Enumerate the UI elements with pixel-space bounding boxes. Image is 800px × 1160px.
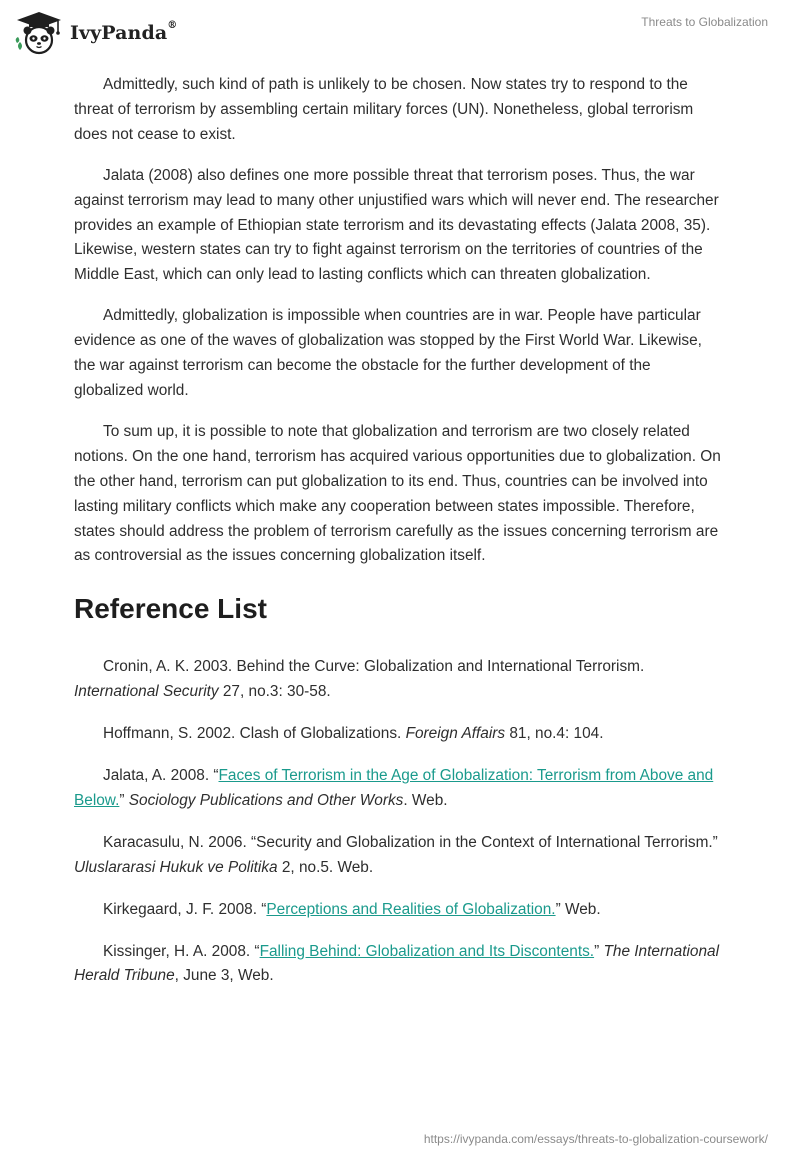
reference-details: , June 3, Web. [174,967,274,985]
reference-list-heading: Reference List [74,593,267,625]
reference-text: Kissinger, H. A. 2008. “ [103,942,260,960]
brand-name-text: IvyPanda [70,22,168,44]
registered-mark: ® [167,20,178,31]
reference-details: 27, no.3: 30-58. [218,683,331,701]
body-paragraph: To sum up, it is possible to note that globalization and terrorism are two closely related notions. On the one hand, terrorism has acquired various opportunities due to globalization. On the other hand, terrorism can put globalization to its end. Thus, countries can be involved into lasting military conflicts which make any cooperation between states impossible. Therefore, states should address the problem of terrorism carefully as the issues concerning terrorism are as controversial as the issues concerning globalization itself. [74,422,721,565]
reference-text: Karacasulu, N. 2006. “Security and Globalization in the Context of International Terrorism.” [103,833,718,851]
reference-item [74,940,724,990]
footer-url[interactable]: https://ivypanda.com/essays/threats-to-globalization-coursework/ [423,1132,768,1146]
reference-text: Cronin, A. K. 2003. Behind the Curve: Globalization and International Terrorism. [103,658,645,676]
reference-item [74,898,724,923]
reference-details: 2, no.5. Web. [277,858,374,876]
reference-source: Uluslararasi Hukuk ve Politika [74,858,278,876]
body-paragraph: Admittedly, globalization is impossible when countries are in war. People have particular evidence as one of the waves of globalization was stopped by the First World War. Likewise, the war against terrorism can become the obstacle for the further development of the globalized world. [74,307,702,399]
running-title: Threats to Globalization [641,15,768,29]
reference-item [74,764,724,814]
reference-link[interactable]: Falling Behind: Globalization and Its Discontents. [259,942,595,960]
ivypanda-logo[interactable] [14,10,177,56]
reference-text: Hoffmann, S. 2002. Clash of Globalizations. [103,725,406,743]
reference-quote-close: ” [594,942,604,960]
reference-details: . Web. [403,791,448,809]
essay-content [74,73,724,1006]
reference-source: The International Herald Tribune [74,942,719,985]
reference-details: 81, no.4: 104. [505,725,604,743]
reference-link[interactable]: Perceptions and Realities of Globalization. [266,900,556,918]
reference-item [74,831,724,881]
reference-item [74,655,724,705]
panda-graduate-icon [14,10,64,56]
reference-source: International Security [74,683,219,701]
body-paragraph: Jalata (2008) also defines one more possible threat that terrorism poses. Thus, the war against terrorism may lead to many other unjustified wars which will never end. The researcher provides an example of Ethiopian state terrorism and its devastating effects (Jalata 2008, 35). Likewise, western states can try to fight against terrorism on the territories of countries of the Middle East, which can only lead to lasting conflicts which can threaten globalization. [74,166,719,284]
reference-details: ” Web. [555,900,601,918]
reference-text: Jalata, A. 2008. “ [103,767,219,785]
reference-link[interactable]: Faces of Terrorism in the Age of Globalization: Terrorism from Above and Below. [74,767,714,809]
reference-quote-close: ” [119,791,129,809]
brand-name [70,22,177,44]
page-header [0,0,800,60]
reference-source: Foreign Affairs [405,725,506,743]
reference-source: Sociology Publications and Other Works [128,791,404,809]
reference-text: Kirkegaard, J. F. 2008. “ [103,900,267,918]
body-paragraph: Admittedly, such kind of path is unlikely to be chosen. Now states try to respond to the threat of terrorism by assembling certain military forces (UN). Nonetheless, global terrorism does not cease to exist. [74,76,694,143]
reference-item [74,722,724,747]
